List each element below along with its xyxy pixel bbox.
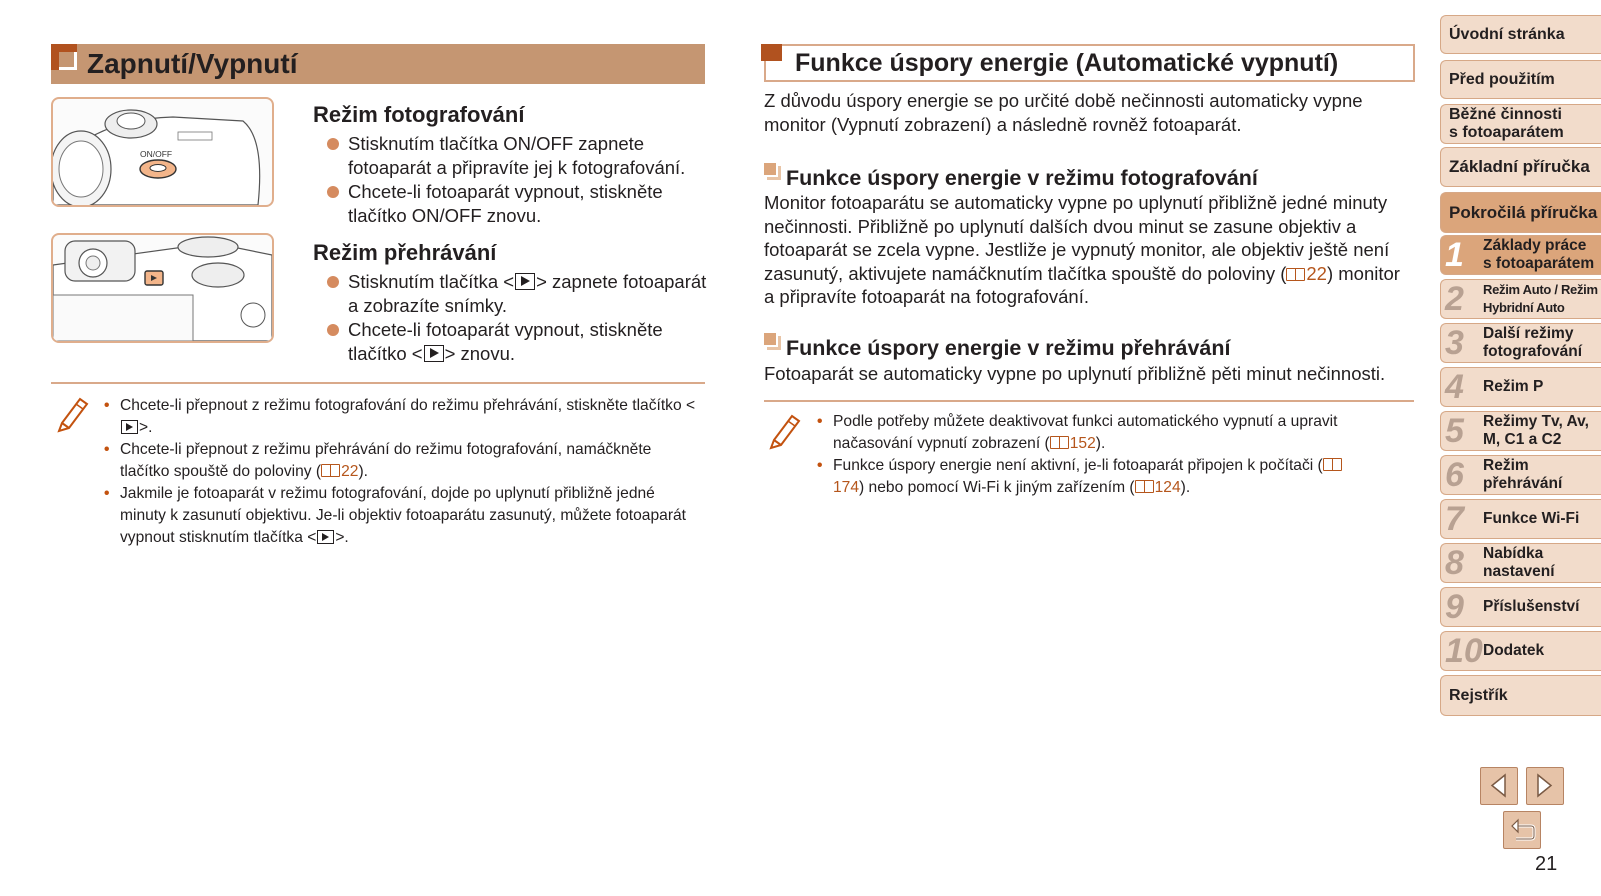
list-item: Chcete-li fotoaparát vypnout, stiskněte tlačítko < > znovu. xyxy=(326,318,716,365)
note-item: • Chcete-li přepnout z režimu fotografování do režimu přehrávání, stiskněte tlačítko <>. xyxy=(102,395,702,439)
shooting-bullets xyxy=(326,132,716,228)
sidebar-item-advanced[interactable]: Pokročilá příručka xyxy=(1440,192,1601,233)
sidebar-item-index[interactable]: Rejstřík xyxy=(1440,675,1601,716)
book-icon xyxy=(1286,268,1305,281)
sidebar-item-home[interactable]: Úvodní stránka xyxy=(1440,15,1601,54)
note-item: • Funkce úspory energie není aktivní, je-li fotoaparát připojen k počítači (174) nebo pomocí Wi-Fi k jiným zařízením ( 124). xyxy=(815,455,1370,499)
playback-power-text: Fotoaparát se automaticky vypne po uplynutí přibližně pěti minut nečinnosti. xyxy=(764,363,1386,384)
playback-icon xyxy=(317,530,334,544)
pencil-icon xyxy=(54,393,90,433)
list-item: Chcete-li fotoaparát vypnout, stiskněte tlačítko ON/OFF znovu. xyxy=(326,180,716,227)
return-button[interactable] xyxy=(1503,811,1541,849)
return-icon xyxy=(1504,812,1539,847)
subsection-square xyxy=(764,163,778,177)
playback-icon xyxy=(121,420,138,434)
prev-page-button[interactable] xyxy=(1480,767,1518,805)
playback-icon xyxy=(424,345,444,362)
pencil-icon xyxy=(766,410,802,450)
shooting-heading: Režim fotografování xyxy=(313,102,525,127)
book-icon xyxy=(1323,458,1342,471)
note-item: • Jakmile je fotoaparát v režimu fotografování, dojde po uplynutí přibližně jedné minuty k zasunutí objektivu. Je-li objektiv fotoaparátu zasunutý, můžete fotoaparát vypnout stisknutím tlačítka < >. xyxy=(102,483,702,549)
playback-power-heading: Funkce úspory energie v režimu přehrávání xyxy=(786,336,1231,360)
shooting-power-heading: Funkce úspory energie v režimu fotografování xyxy=(786,166,1258,190)
book-icon xyxy=(1135,480,1154,493)
camera-back-image xyxy=(51,233,274,343)
camera-top-drawing xyxy=(53,99,272,205)
sidebar-chapter-1[interactable]: 1 Základy práce s fotoaparátem xyxy=(1440,235,1601,275)
note-item: • Podle potřeby můžete deaktivovat funkci automatického vypnutí a upravit načasování vypnutí zobrazení ( 152). xyxy=(815,411,1370,455)
title-square-inner xyxy=(59,52,77,70)
sidebar-chapter-4[interactable]: 4 Režim P xyxy=(1440,367,1601,407)
title-square xyxy=(761,44,782,61)
right-notes xyxy=(815,411,1370,499)
sidebar-chapter-10[interactable]: 10 Dodatek xyxy=(1440,631,1601,671)
page-ref-link[interactable]: 22 xyxy=(1286,263,1327,284)
divider xyxy=(764,400,1414,402)
sidebar-chapter-3[interactable]: 3 Další režimy fotografování xyxy=(1440,323,1601,363)
prev-page-icon xyxy=(1481,768,1516,803)
page-number: 21 xyxy=(1535,853,1558,875)
list-item: Stisknutím tlačítka < > zapnete fotoaparát a zobrazíte snímky. xyxy=(326,270,716,317)
page-ref-link[interactable]: 22 xyxy=(321,463,358,480)
book-icon xyxy=(1050,436,1069,449)
left-notes xyxy=(102,395,702,549)
page-title: Zapnutí/Vypnutí xyxy=(87,48,298,79)
playback-heading: Režim přehrávání xyxy=(313,240,497,265)
section-title: Funkce úspory energie (Automatické vypnutí) xyxy=(795,49,1339,77)
playback-icon xyxy=(515,273,535,290)
sidebar-item-common[interactable]: Běžné činnosti s fotoaparátem xyxy=(1440,104,1601,144)
sidebar-chapter-7[interactable]: 7 Funkce Wi-Fi xyxy=(1440,499,1601,539)
sidebar-item-before[interactable]: Před použitím xyxy=(1440,60,1601,99)
sidebar-chapter-5[interactable]: 5 Režimy Tv, Av, M, C1 a C2 xyxy=(1440,411,1601,451)
on-off-label: ON/OFF xyxy=(140,149,173,159)
divider xyxy=(51,382,705,384)
list-item: Stisknutím tlačítka ON/OFF zapnete fotoaparát a připravíte jej k fotografování. xyxy=(326,132,716,179)
intro-text: Z důvodu úspory energie se po určité době nečinnosti automaticky vypne monitor (Vypnutí zobrazení) a následně rovněž fotoaparát. xyxy=(764,90,1363,135)
sidebar-chapter-6[interactable]: 6 Režim přehrávání xyxy=(1440,455,1601,495)
sidebar-chapter-8[interactable]: 8 Nabídka nastavení xyxy=(1440,543,1601,583)
shooting-power-text: Monitor fotoaparátu se automaticky vypne po uplynutí přibližně jedné minuty nečinnosti. Přibližně po uplynutí dalších dvou minut se zasune objektiv a fotoaparát se zcela vypne. Jestliže je vypnutý monitor, ale objektiv ještě není zasunutý, aktivujete namáčknutím tlačítka spouště do poloviny ( 22) monitor a připravíte fotoaparát na fotografování. xyxy=(764,192,1400,307)
subsection-square xyxy=(764,333,778,347)
note-item: • Chcete-li přepnout z režimu přehrávání do režimu fotografování, namáčkněte tlačítko spouště do poloviny ( 22). xyxy=(102,439,702,483)
sidebar-item-basic[interactable]: Základní příručka xyxy=(1440,147,1601,187)
sidebar-chapter-9[interactable]: 9 Příslušenství xyxy=(1440,587,1601,627)
page-ref-link[interactable]: 124 xyxy=(1135,479,1181,496)
sidebar-chapter-2[interactable]: 2 Režim Auto / Režim Hybridní Auto xyxy=(1440,279,1601,319)
camera-top-image xyxy=(51,97,274,207)
playback-bullets xyxy=(326,270,716,366)
next-page-icon xyxy=(1527,768,1562,803)
page-ref-link[interactable]: 152 xyxy=(1050,435,1096,452)
book-icon xyxy=(321,464,340,477)
page-ref-link[interactable]: 174 xyxy=(833,457,1343,496)
next-page-button[interactable] xyxy=(1526,767,1564,805)
